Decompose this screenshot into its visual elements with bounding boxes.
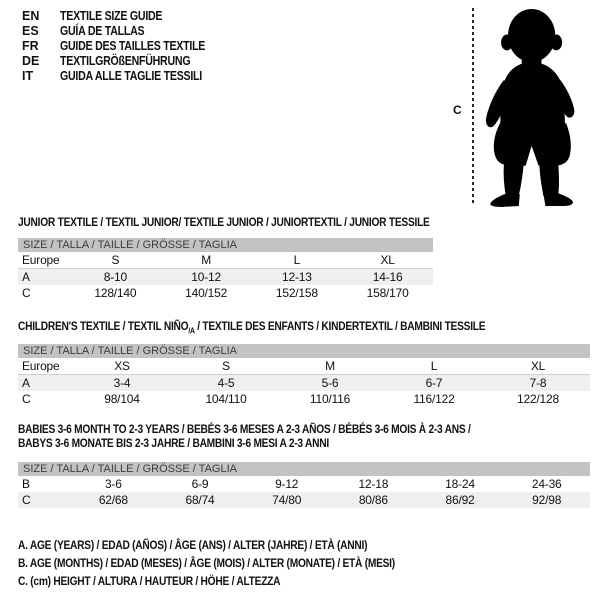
age-cell: 6-9: [191, 477, 209, 491]
height-cell: 104/110: [205, 392, 247, 406]
junior-size-header: SIZE / TALLA / TAILLE / GRÖSSE / TAGLIA: [18, 238, 433, 252]
babies-heading: [18, 422, 550, 450]
height-cell: 140/152: [185, 286, 228, 300]
children-heading: [18, 319, 568, 338]
note-a-text: A. AGE (YEARS) / EDAD (AÑOS) / ÂGE (ANS) / ALTER (JAHRE) / ETÀ (ANNI): [18, 538, 368, 552]
height-cell: 158/170: [366, 286, 409, 300]
children-heading-text: [18, 319, 485, 338]
size-cell: S: [222, 359, 230, 373]
row-label: Europe: [22, 359, 60, 373]
language-code: EN: [22, 9, 40, 23]
children-size-table: [18, 344, 590, 407]
language-title: GUIDE DES TAILLES TEXTILE: [60, 39, 206, 53]
language-code: ES: [22, 24, 39, 38]
babies-size-table: [18, 462, 590, 508]
height-cell: 152/158: [275, 286, 318, 300]
height-cell: 68/74: [185, 493, 215, 507]
note-c: [18, 572, 461, 590]
size-cell: XL: [530, 359, 546, 373]
age-cell: 14-16: [372, 270, 403, 284]
age-cell: 8-10: [103, 270, 127, 284]
size-cell: L: [430, 359, 438, 373]
language-title: GUÍA DE TALLAS: [60, 24, 145, 38]
language-row-es: [22, 24, 231, 39]
language-title: GUIDA ALLE TAGLIE TESSILI: [60, 69, 202, 83]
size-cell: XS: [114, 359, 130, 373]
table-row: [18, 375, 590, 391]
babies-heading-line1: BABIES 3-6 MONTH TO 2-3 YEARS / BEBÉS 3-6 MESES A 2-3 AÑOS / BÉBÉS 3-6 MOIS À 2-3 ANS /: [18, 422, 471, 436]
table-row: [18, 391, 590, 407]
age-cell: 7-8: [529, 376, 547, 390]
table-row: [18, 252, 433, 269]
legend-notes: [18, 536, 461, 590]
row-label: Europe: [22, 253, 60, 267]
table-row: [18, 358, 590, 375]
age-cell: 6-7: [425, 376, 443, 390]
size-cell: M: [325, 359, 335, 373]
note-b: [18, 554, 461, 572]
children-heading-after: / TEXTILE DES ENFANTS / KINDERTEXTIL / BAMBINI TESSILE: [194, 319, 486, 333]
children-heading-sub: /A: [188, 326, 195, 336]
language-title: TEXTILGRÖßENFÜHRUNG: [60, 54, 191, 68]
age-cell: 24-36: [531, 477, 562, 491]
height-cell: 62/68: [98, 493, 128, 507]
height-cell: 116/122: [413, 392, 455, 406]
language-code: FR: [22, 39, 39, 53]
children-heading-before: CHILDREN'S TEXTILE / TEXTIL NIÑO: [18, 319, 189, 333]
age-cell: 9-12: [275, 477, 299, 491]
language-row-en: [22, 9, 231, 24]
note-a: [18, 536, 461, 554]
table-row: [18, 269, 433, 285]
height-cell: 98/104: [104, 392, 140, 406]
language-row-de: [22, 54, 231, 69]
babies-heading-line2: BABYS 3-6 MONATE BIS 2-3 JAHRE / BAMBINI 3-6 MESI A 2-3 ANNI: [18, 436, 329, 450]
age-cell: 12-13: [282, 270, 312, 284]
row-label: C: [22, 392, 31, 406]
height-cell: 92/98: [532, 493, 562, 507]
age-cell: 5-6: [321, 376, 339, 390]
row-label: C: [22, 493, 31, 507]
height-label-c: C: [453, 103, 462, 117]
height-cell: 74/80: [272, 493, 302, 507]
height-cell: 128/140: [94, 286, 137, 300]
age-cell: 3-4: [113, 376, 131, 390]
age-cell: 10-12: [191, 270, 221, 284]
language-code: DE: [22, 54, 40, 68]
size-cell: M: [201, 253, 212, 267]
age-cell: 3-6: [104, 477, 122, 491]
baby-silhouette-icon: [479, 5, 600, 207]
age-cell: 4-5: [217, 376, 235, 390]
language-title-block: [22, 9, 231, 84]
table-row: [18, 492, 590, 508]
language-row-fr: [22, 39, 231, 54]
junior-heading-text: JUNIOR TEXTILE / TEXTIL JUNIOR/ TEXTILE JUNIOR / JUNIORTEXTIL / JUNIOR TESSILE: [18, 215, 430, 229]
language-code: IT: [22, 69, 34, 83]
junior-size-table: [18, 238, 433, 301]
children-size-header: SIZE / TALLA / TAILLE / GRÖSSE / TAGLIA: [18, 344, 590, 358]
size-cell: L: [293, 253, 301, 267]
language-title: TEXTILE SIZE GUIDE: [60, 9, 163, 23]
babies-size-header: SIZE / TALLA / TAILLE / GRÖSSE / TAGLIA: [18, 462, 590, 476]
table-row: [18, 285, 433, 301]
height-cell: 80/86: [358, 493, 388, 507]
height-cell: 122/128: [517, 392, 559, 406]
size-cell: XL: [380, 253, 395, 267]
junior-heading: [18, 215, 502, 229]
note-c-text: C. (cm) HEIGHT / ALTURA / HAUTEUR / HÖHE / ALTEZZA: [18, 574, 281, 588]
row-label: C: [22, 286, 31, 300]
height-cell: 110/116: [309, 392, 351, 406]
size-cell: S: [111, 253, 120, 267]
note-b-text: B. AGE (MONTHS) / EDAD (MESES) / ÂGE (MOIS) / ALTER (MONATE) / ETÀ (MESI): [18, 556, 395, 570]
age-cell: 12-18: [358, 477, 389, 491]
height-cell: 86/92: [445, 493, 475, 507]
height-measure-line: [472, 8, 474, 205]
table-row: [18, 476, 590, 492]
language-row-it: [22, 69, 231, 84]
row-label: B: [22, 477, 30, 491]
age-cell: 18-24: [445, 477, 475, 491]
row-label: A: [22, 376, 30, 390]
row-label: A: [22, 270, 30, 284]
